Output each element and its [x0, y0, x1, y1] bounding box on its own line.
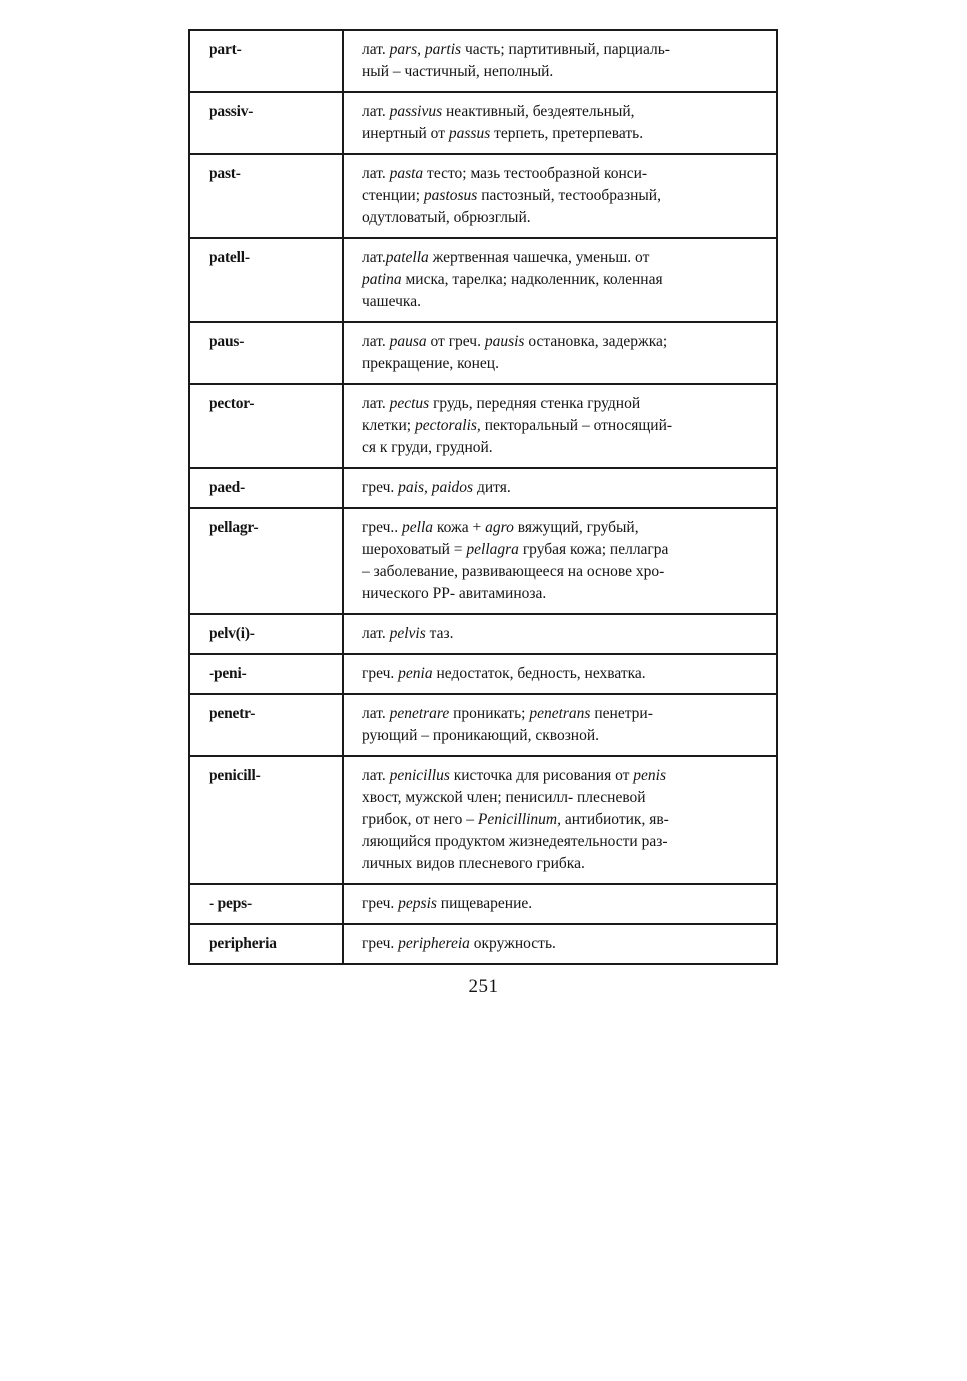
definition-line	[362, 353, 762, 375]
latin-term: pastosus	[423, 187, 478, 204]
definition-text: лат.	[362, 333, 390, 350]
term-cell: past-	[189, 154, 343, 238]
definition-text: от греч.	[426, 333, 485, 350]
latin-term: pausa	[389, 333, 427, 350]
definition-text: вяжущий, грубый,	[513, 519, 639, 536]
definition-line	[362, 437, 762, 459]
latin-term: pais, paidos	[398, 479, 474, 496]
definition-line	[362, 415, 762, 437]
table-row	[189, 154, 777, 238]
definition-text: таз.	[425, 625, 454, 642]
definition-line	[362, 663, 762, 685]
term-cell: -peni-	[189, 654, 343, 694]
term-cell: penetr-	[189, 694, 343, 756]
definition-line	[362, 703, 762, 725]
latin-term: Penicillinum,	[477, 811, 561, 828]
definition-line	[362, 787, 762, 809]
definition-cell	[343, 694, 777, 756]
definition-text: часть; партитивный, парциаль-	[461, 41, 670, 58]
definition-line	[362, 725, 762, 747]
definition-line	[362, 933, 762, 955]
term-cell: paus-	[189, 322, 343, 384]
definition-cell	[343, 756, 777, 884]
definition-text: грубая кожа; пеллагра	[518, 541, 669, 558]
definition-text: греч.	[362, 895, 399, 912]
table-row	[189, 238, 777, 322]
definition-text: грибок, от него –	[362, 811, 478, 828]
table-row	[189, 924, 777, 964]
definition-text: лат.	[362, 767, 390, 784]
definition-text: лат.	[362, 625, 390, 642]
latin-term: pectus	[389, 395, 430, 412]
definition-line	[362, 517, 762, 539]
term-cell: pector-	[189, 384, 343, 468]
latin-term: passivus	[389, 103, 443, 120]
latin-term: patella	[385, 249, 429, 266]
term-cell: pellagr-	[189, 508, 343, 614]
table-row	[189, 654, 777, 694]
table-row	[189, 322, 777, 384]
definition-line	[362, 831, 762, 853]
table-row	[189, 884, 777, 924]
definition-text: миска, тарелка; надколенник, коленная	[401, 271, 663, 288]
definition-line	[362, 207, 762, 229]
definition-line	[362, 247, 762, 269]
term-cell: paed-	[189, 468, 343, 508]
table-row	[189, 756, 777, 884]
definition-text: жертвенная чашечка, уменьш. от	[428, 249, 650, 266]
definition-text: лат.	[362, 41, 390, 58]
page-number: 251	[468, 976, 499, 997]
definition-text: неактивный, бездеятельный,	[442, 103, 635, 120]
terms-table-body	[189, 30, 777, 964]
definition-text: остановка, задержка;	[524, 333, 668, 350]
latin-term: pellagra	[466, 541, 519, 558]
latin-term: penis	[633, 767, 667, 784]
latin-term: agro	[485, 519, 514, 536]
latin-term: passus	[448, 125, 491, 142]
table-row	[189, 508, 777, 614]
definition-cell	[343, 30, 777, 92]
definition-text: пекторальный – относящий-	[480, 417, 673, 434]
definition-text: пастозный, тестообразный,	[477, 187, 661, 204]
term-cell: part-	[189, 30, 343, 92]
definition-text: клетки;	[362, 417, 415, 434]
table-row	[189, 694, 777, 756]
definition-text: недостаток, бедность, нехватка.	[432, 665, 646, 682]
table-row	[189, 384, 777, 468]
definition-text: проникать;	[449, 705, 530, 722]
definition-text: греч.	[362, 479, 399, 496]
latin-term: pella	[402, 519, 434, 536]
definition-text: лат.	[362, 395, 390, 412]
latin-term: penia	[398, 665, 433, 682]
table-row	[189, 468, 777, 508]
definition-line	[362, 269, 762, 291]
definition-line	[362, 39, 762, 61]
table-row	[189, 30, 777, 92]
term-cell: patell-	[189, 238, 343, 322]
definition-text: ный – частичный, неполный.	[362, 63, 554, 80]
definition-line	[362, 809, 762, 831]
definition-cell	[343, 238, 777, 322]
definition-text: греч..	[362, 519, 403, 536]
definition-cell	[343, 322, 777, 384]
definition-cell	[343, 924, 777, 964]
definition-text: личных видов плесневого грибка.	[362, 855, 585, 872]
term-cell: passiv-	[189, 92, 343, 154]
latin-term: pepsis	[398, 895, 437, 912]
definition-text: пищеварение.	[436, 895, 533, 912]
definition-text: ляющийся продуктом жизнедеятельности раз-	[362, 833, 668, 850]
definition-text: хвост, мужской член; пенисилл- плесневой	[362, 789, 646, 806]
definition-text: кожа +	[433, 519, 486, 536]
definition-cell	[343, 508, 777, 614]
definition-text: дитя.	[473, 479, 511, 496]
term-cell: peripheria	[189, 924, 343, 964]
definition-text: нического РР- авитаминоза.	[362, 585, 547, 602]
definition-text: лат.	[362, 249, 386, 266]
definition-text: рующий – проникающий, сквозной.	[362, 727, 600, 744]
definition-text: тесто; мазь тестообразной конси-	[423, 165, 648, 182]
definition-line	[362, 561, 762, 583]
definition-text: стенции;	[362, 187, 424, 204]
definition-cell	[343, 92, 777, 154]
definition-cell	[343, 614, 777, 654]
definition-text: инертный от	[362, 125, 449, 142]
definition-line	[362, 61, 762, 83]
definition-cell	[343, 884, 777, 924]
latin-term: pausis	[484, 333, 525, 350]
definition-text: грудь, передняя стенка грудной	[429, 395, 641, 412]
definition-line	[362, 765, 762, 787]
definition-text: одутловатый, обрюзглый.	[362, 209, 531, 226]
definition-text: греч.	[362, 665, 399, 682]
definition-text: ся к груди, грудной.	[362, 439, 493, 456]
definition-line	[362, 331, 762, 353]
terms-table	[188, 29, 778, 965]
term-cell: - peps-	[189, 884, 343, 924]
definition-line	[362, 539, 762, 561]
definition-line	[362, 163, 762, 185]
definition-cell	[343, 468, 777, 508]
definition-text: кисточка для рисования от	[449, 767, 634, 784]
definition-text: терпеть, претерпевать.	[490, 125, 644, 142]
definition-line	[362, 623, 762, 645]
latin-term: pasta	[389, 165, 424, 182]
definition-line	[362, 393, 762, 415]
definition-line	[362, 583, 762, 605]
definition-text: лат.	[362, 165, 390, 182]
definition-cell	[343, 154, 777, 238]
definition-line	[362, 893, 762, 915]
definition-text: лат.	[362, 103, 390, 120]
definition-line	[362, 853, 762, 875]
definition-line	[362, 101, 762, 123]
definition-text: греч.	[362, 935, 399, 952]
term-cell: penicill-	[189, 756, 343, 884]
definition-line	[362, 123, 762, 145]
definition-cell	[343, 654, 777, 694]
definition-line	[362, 185, 762, 207]
definition-text: – заболевание, развивающееся на основе хро-	[362, 563, 665, 580]
latin-term: penetrans	[529, 705, 591, 722]
term-cell: pelv(i)-	[189, 614, 343, 654]
definition-text: окружность.	[469, 935, 556, 952]
definition-text: чашечка.	[362, 293, 421, 310]
definition-text: шероховатый =	[362, 541, 467, 558]
latin-term: penicillus	[389, 767, 450, 784]
latin-term: patina	[362, 271, 402, 288]
definition-text: пенетри-	[590, 705, 653, 722]
definition-cell	[343, 384, 777, 468]
definition-text: прекращение, конец.	[362, 355, 499, 372]
latin-term: pectoralis,	[414, 417, 481, 434]
table-row	[189, 614, 777, 654]
definition-text: антибиотик, яв-	[561, 811, 669, 828]
definition-line	[362, 477, 762, 499]
definition-text: лат.	[362, 705, 390, 722]
definition-line	[362, 291, 762, 313]
latin-term: pars, partis	[389, 41, 462, 58]
latin-term: pelvis	[389, 625, 426, 642]
latin-term: penetrare	[389, 705, 450, 722]
latin-term: periphereia	[398, 935, 470, 952]
table-row	[189, 92, 777, 154]
